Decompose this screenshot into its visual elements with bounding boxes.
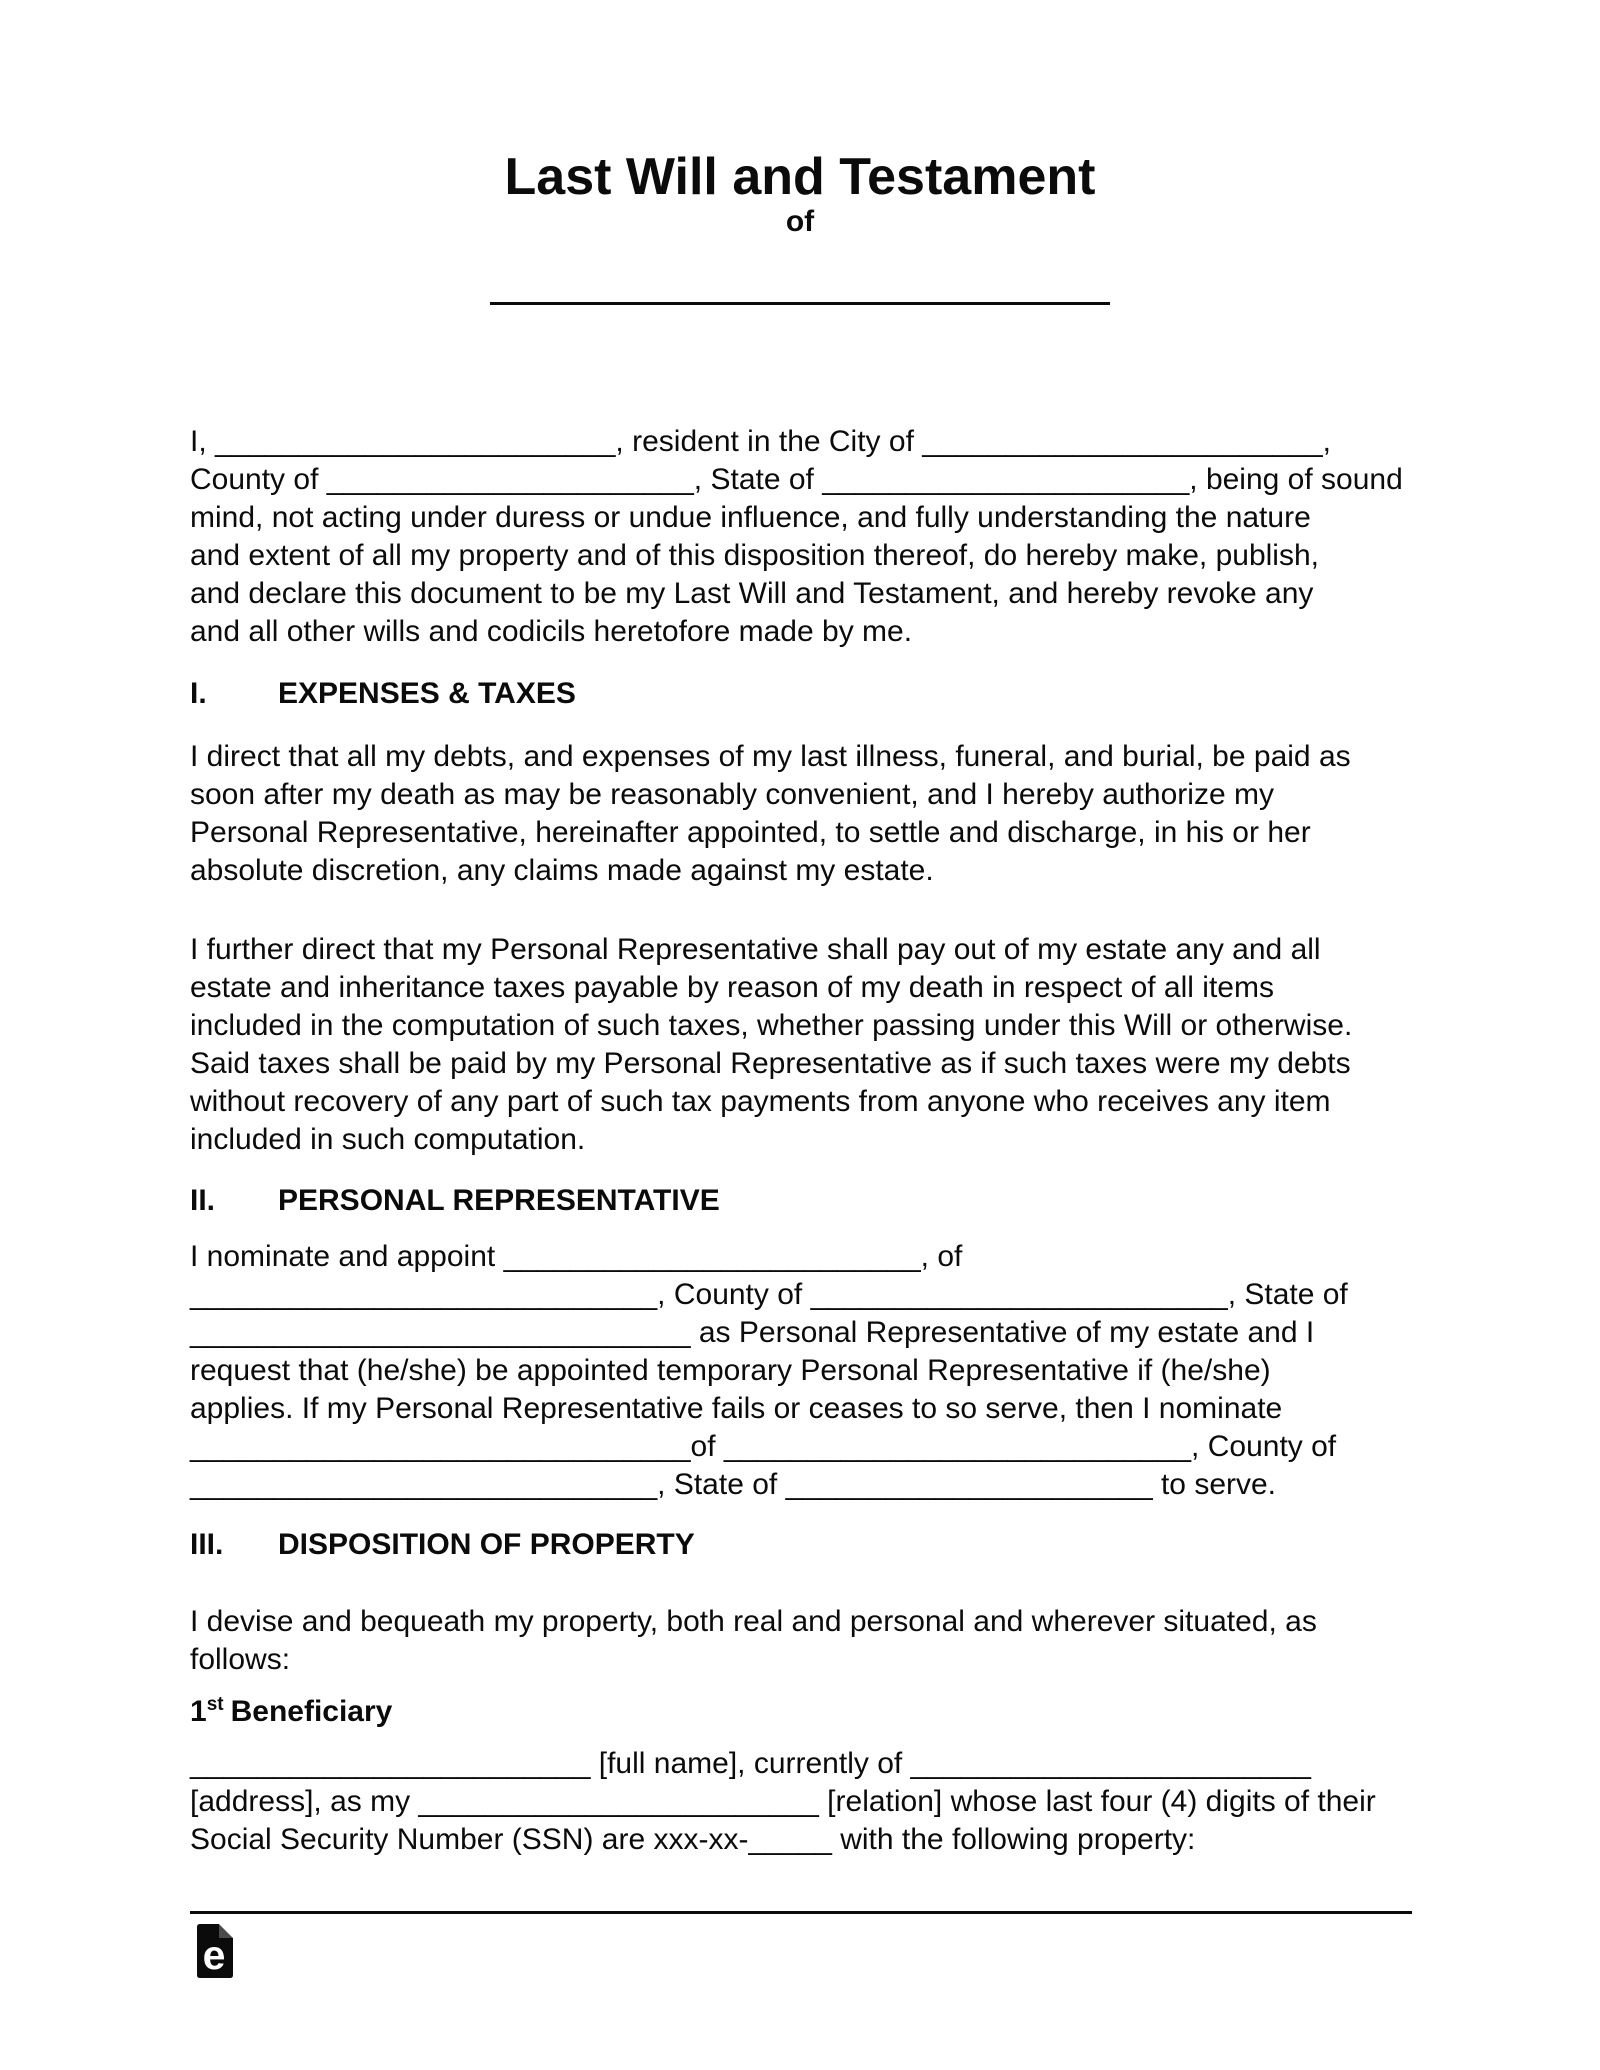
document-title: Last Will and Testament [504, 148, 1096, 206]
section-1-numeral: I. [190, 677, 207, 710]
opening-declaration-paragraph [190, 423, 1420, 651]
text-line: I further direct that my Personal Representative shall pay out of my estate any and all [190, 933, 1321, 966]
beneficiary-ordinal-suffix: st [206, 1694, 224, 1715]
text-line: estate and inheritance taxes payable by reason of my death in respect of all items [190, 971, 1274, 1004]
eforms-document-logo [197, 1924, 233, 1978]
text-line: ____________________________, County of _________________________, State of [190, 1278, 1348, 1311]
section-3-heading [190, 1526, 695, 1564]
text-line: ____________________________, State of ______________________ to serve. [190, 1468, 1277, 1501]
text-line: I devise and bequeath my property, both real and personal and wherever situated, as [190, 1605, 1317, 1638]
text-line: and all other wills and codicils heretofore made by me. [190, 615, 913, 648]
disposition-of-property-paragraph [190, 1603, 1420, 1679]
text-line: Said taxes shall be paid by my Personal Representative as if such taxes were my debts [190, 1047, 1351, 1080]
text-line: County of ______________________, State of ______________________, being of sound [190, 463, 1403, 496]
text-line: Personal Representative, hereinafter appointed, to settle and discharge, in his or her [190, 816, 1311, 849]
section-3-title: DISPOSITION OF PROPERTY [278, 1528, 695, 1561]
section-2-title: PERSONAL REPRESENTATIVE [278, 1184, 720, 1217]
expenses-taxes-paragraph-1 [190, 738, 1420, 890]
text-line: Social Security Number (SSN) are xxx-xx-_____ with the following property: [190, 1823, 1196, 1856]
beneficiary-number: 1 [190, 1695, 207, 1728]
text-line: I direct that all my debts, and expenses of my last illness, funeral, and burial, be paid as [190, 740, 1351, 773]
personal-representative-paragraph [190, 1238, 1420, 1504]
text-line: without recovery of any part of such tax payments from anyone who receives any item [190, 1085, 1331, 1118]
first-beneficiary-heading [190, 1693, 392, 1731]
text-line: request that (he/she) be appointed temporary Personal Representative if (he/she) [190, 1354, 1271, 1387]
text-line: and extent of all my property and of this disposition thereof, do hereby make, publish, [190, 539, 1319, 572]
expenses-taxes-paragraph-2 [190, 931, 1420, 1159]
text-line: mind, not acting under duress or undue influence, and fully understanding the nature [190, 501, 1311, 534]
beneficiary-label: Beneficiary [230, 1695, 393, 1728]
document-subtitle-of: of [785, 205, 815, 238]
text-line: I, ________________________, resident in the City of ________________________, [190, 425, 1332, 458]
section-2-numeral: II. [190, 1184, 216, 1217]
text-line: [address], as my ________________________ [relation] whose last four (4) digits of their [190, 1785, 1376, 1818]
testator-name-blank-line [490, 271, 1110, 305]
section-2-heading [190, 1182, 720, 1220]
section-1-title: EXPENSES & TAXES [278, 677, 576, 710]
text-line: absolute discretion, any claims made against my estate. [190, 854, 934, 887]
text-line: included in the computation of such taxes, whether passing under this Will or otherwise. [190, 1009, 1353, 1042]
text-line: and declare this document to be my Last Will and Testament, and hereby revoke any [190, 577, 1314, 610]
text-line: ______________________________ as Personal Representative of my estate and I [190, 1316, 1315, 1349]
logo-letter-e: e [202, 1932, 226, 1978]
text-line: included in such computation. [190, 1123, 586, 1156]
text-line: ______________________________of ____________________________, County of [190, 1430, 1337, 1463]
first-beneficiary-paragraph [190, 1745, 1420, 1859]
section-3-numeral: III. [190, 1528, 224, 1561]
text-line: applies. If my Personal Representative fails or ceases to so serve, then I nominate [190, 1392, 1283, 1425]
text-line: follows: [190, 1643, 291, 1676]
text-line: soon after my death as may be reasonably convenient, and I hereby authorize my [190, 778, 1274, 811]
text-line: I nominate and appoint _________________________, of [190, 1240, 963, 1273]
text-line: ________________________ [full name], currently of ________________________ [190, 1747, 1311, 1780]
section-1-heading [190, 675, 576, 713]
footer-rule-line [190, 1878, 1412, 1914]
